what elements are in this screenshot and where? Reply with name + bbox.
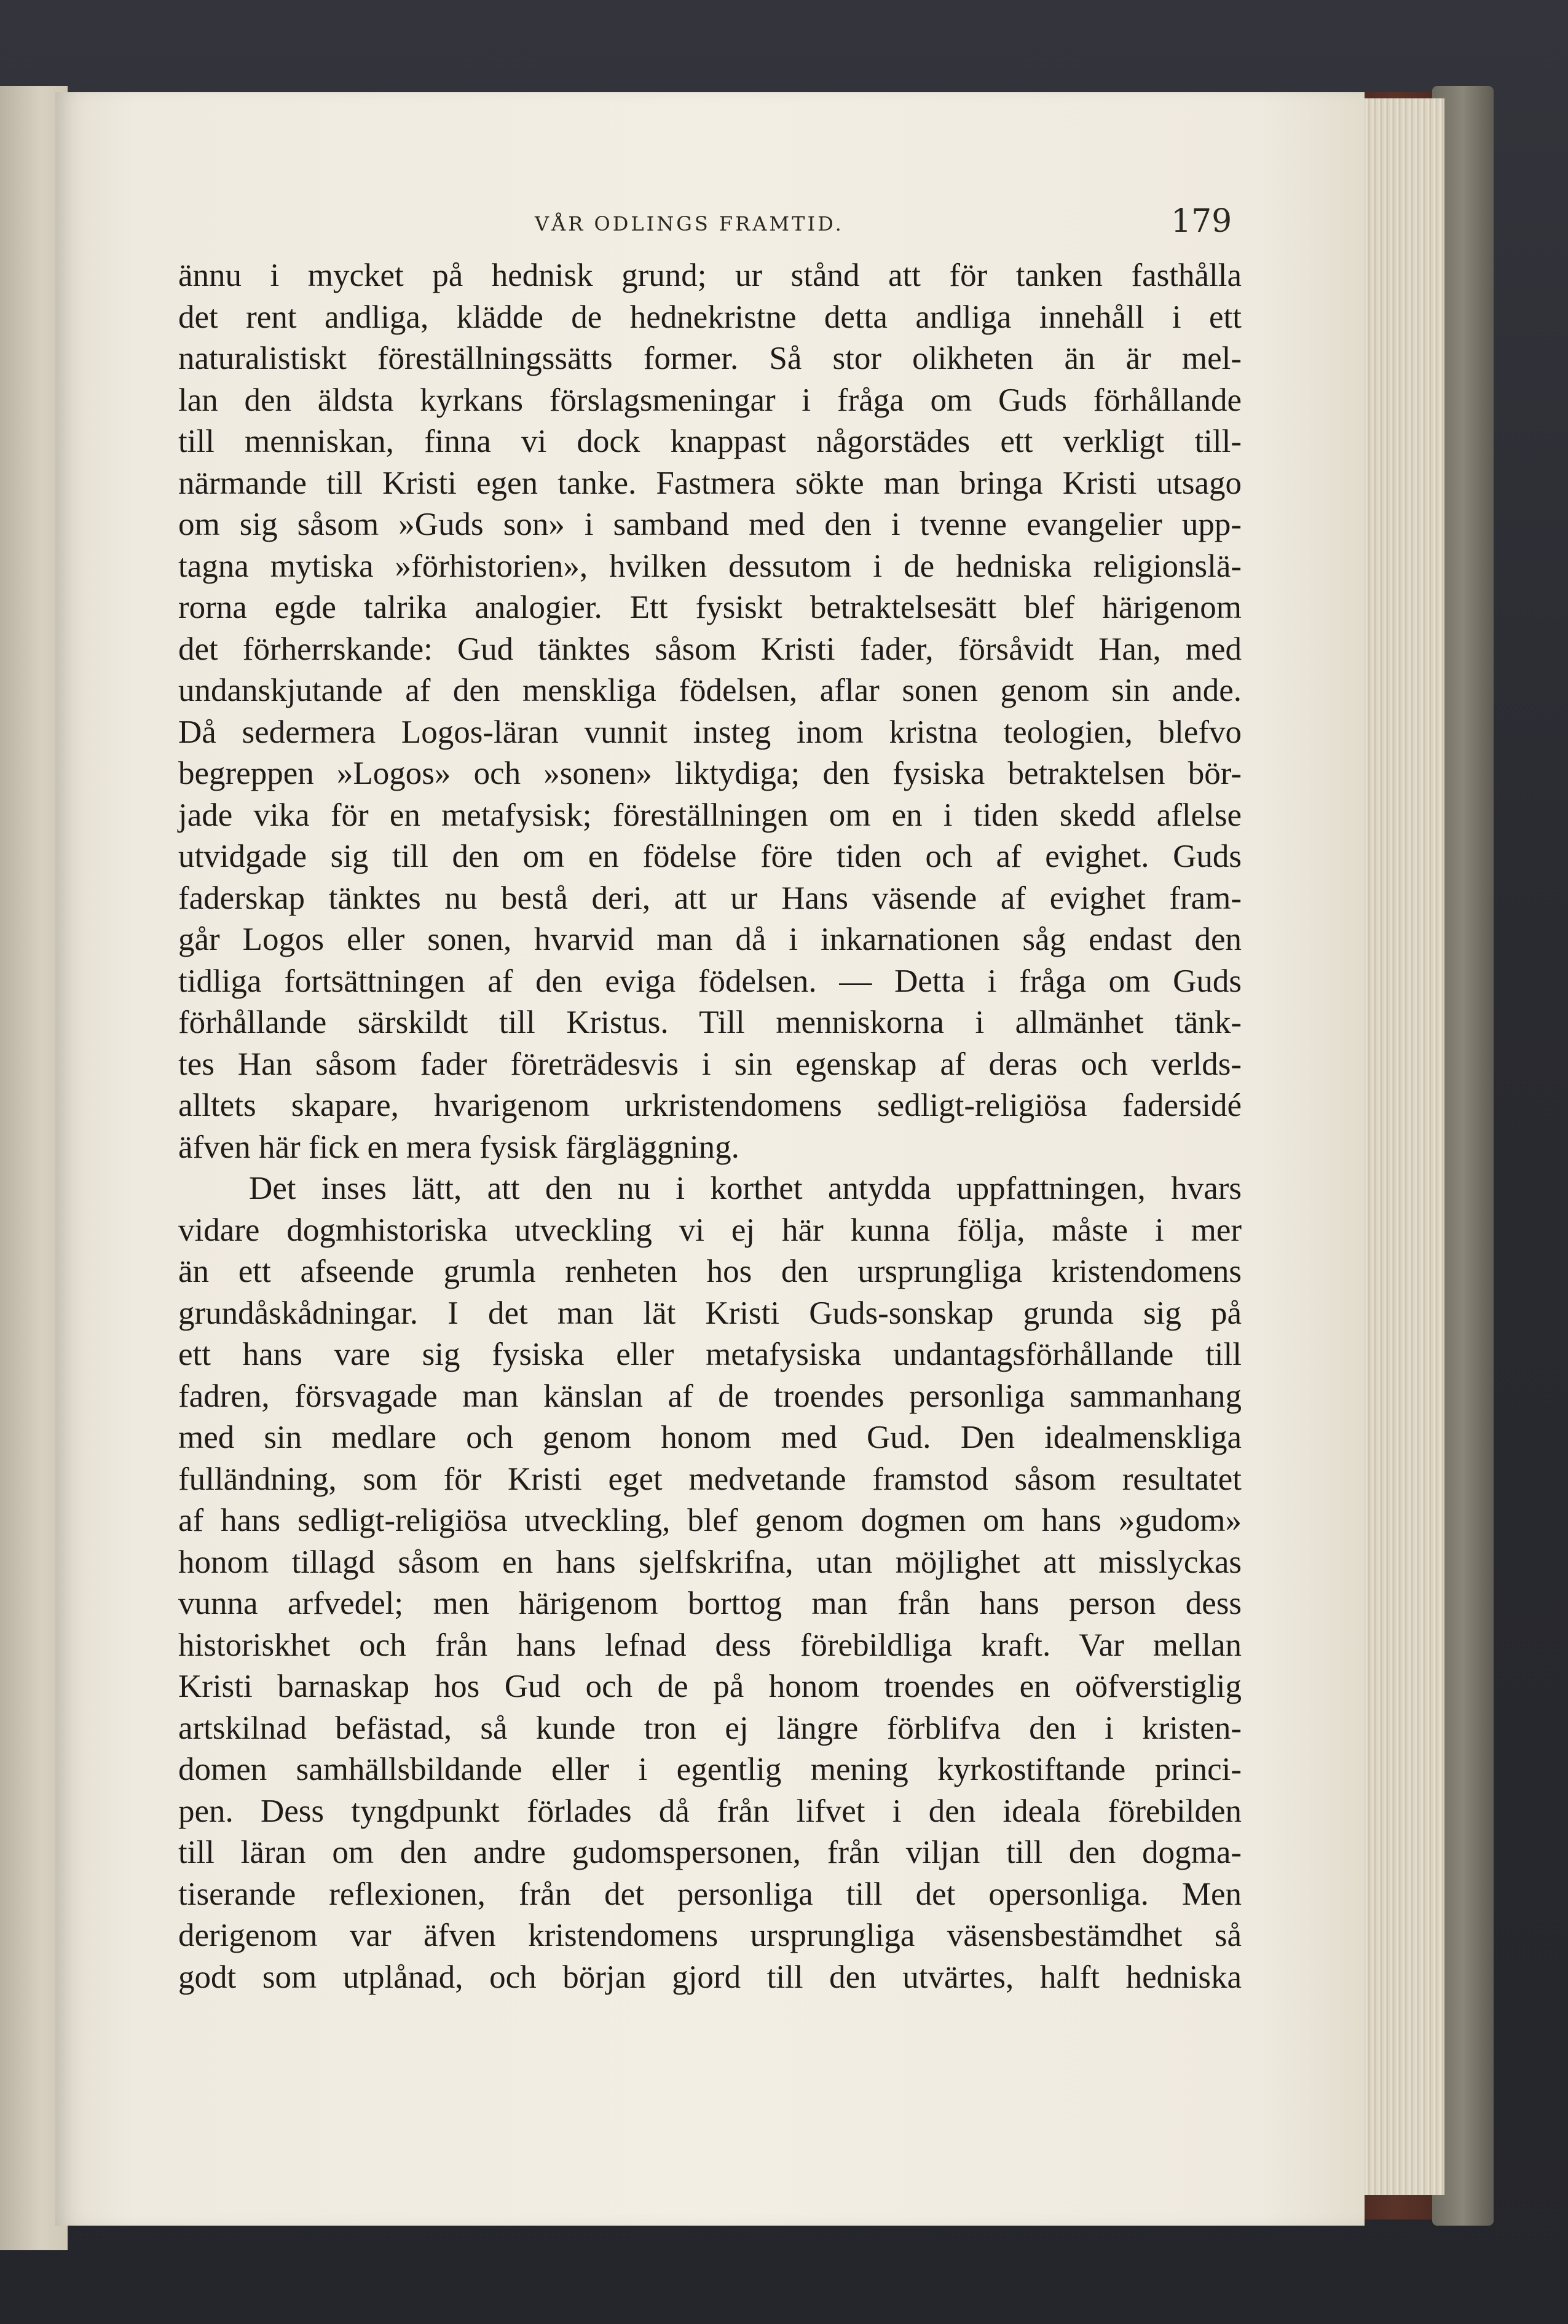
text-line: jade vika för en metafysisk; föreställningen om en i tiden skedd aflelse (178, 797, 1242, 833)
text-line: vidare dogmhistoriska utveckling vi ej här kunna följa, måste i mer (178, 1212, 1242, 1248)
text-line: äfven här fick en mera fysisk färgläggning. (178, 1129, 739, 1165)
text-line: ett hans vare sig fysiska eller metafysiska undantagsförhållande till (178, 1337, 1242, 1372)
paragraph-first-line: Det inses lätt, att den nu i korthet antydda uppfattningen, hvars (249, 1171, 1242, 1206)
text-line: med sin medlare och genom honom med Gud. Den idealmenskliga (178, 1420, 1242, 1455)
text-line: fadren, försvagade man känslan af de troendes personliga sammanhang (178, 1378, 1242, 1414)
text-line: alltets skapare, hvarigenom urkristendomens sedligt-religiösa fadersidé (178, 1088, 1242, 1123)
text-line: tidliga fortsättningen af den eviga födelsen. — Detta i fråga om Guds (178, 963, 1242, 999)
text-line: af hans sedligt-religiösa utveckling, blef genom dogmen om hans »gudom» (178, 1503, 1242, 1538)
text-line: fulländning, som för Kristi eget medvetande framstod såsom resultatet (178, 1461, 1242, 1497)
text-line: närmande till Kristi egen tanke. Fastmera sökte man bringa Kristi utsago (178, 465, 1242, 501)
text-line: till menniskan, finna vi dock knappast någorstädes ett verkligt till- (178, 424, 1242, 459)
text-line: domen samhällsbildande eller i egentlig mening kyrkostiftande princi- (178, 1752, 1242, 1787)
text-line: till läran om den andre gudomspersonen, från viljan till den dogma- (178, 1835, 1242, 1870)
text-line: tes Han såsom fader företrädesvis i sin egenskap af deras och verlds- (178, 1046, 1242, 1082)
text-line: det rent andliga, klädde de hednekristne detta andliga innehåll i ett (178, 299, 1242, 335)
text-line: godt som utplånad, och början gjord till den utvärtes, halft hedniska (178, 1959, 1242, 1995)
text-line: om sig såsom »Guds son» i samband med den i tvenne evangelier upp- (178, 507, 1242, 542)
text-line: faderskap tänktes nu bestå deri, att ur Hans väsende af evighet fram- (178, 880, 1242, 916)
text-line: historiskhet och från hans lefnad dess förebildliga kraft. Var mellan (178, 1627, 1242, 1663)
text-line: förhållande särskildt till Kristus. Till menniskorna i allmänhet tänk- (178, 1005, 1242, 1040)
text-line: derigenom var äfven kristendomens ursprungliga väsensbestämdhet så (178, 1918, 1242, 1953)
page-number: 179 (1171, 203, 1232, 240)
text-line: än ett afseende grumla renheten hos den ursprungliga kristendomens (178, 1254, 1242, 1289)
text-line: tiserande reflexionen, från det personliga till det opersonliga. Men (178, 1876, 1242, 1912)
text-line: Kristi barnaskap hos Gud och de på honom troendes en oöfverstiglig (178, 1669, 1242, 1704)
text-line: tagna mytiska »förhistorien», hvilken dessutom i de hedniska religionslä- (178, 548, 1242, 584)
text-line: utvidgade sig till den om en födelse före tiden och af evighet. Guds (178, 839, 1242, 874)
text-line: pen. Dess tyngdpunkt förlades då från lifvet i den ideala förebilden (178, 1793, 1242, 1829)
text-line: vunna arfvedel; men härigenom borttog man från hans person dess (178, 1586, 1242, 1621)
text-line: honom tillagd såsom en hans sjelfskrifna, utan möjlighet att misslyckas (178, 1544, 1242, 1580)
text-line: rorna egde talrika analogier. Ett fysiskt betraktelsesätt blef härigenom (178, 590, 1242, 625)
body-text (178, 255, 1242, 1998)
text-line: lan den äldsta kyrkans förslagsmeningar i fråga om Guds förhållande (178, 382, 1242, 418)
text-line: begreppen »Logos» och »sonen» liktydiga; den fysiska betraktelsen bör- (178, 756, 1242, 791)
text-line: ännu i mycket på hednisk grund; ur stånd att för tanken fasthålla (178, 258, 1242, 293)
text-line: går Logos eller sonen, hvarvid man då i inkarnationen såg endast den (178, 922, 1242, 957)
text-line: det förherrskande: Gud tänktes såsom Kristi fader, försåvidt Han, med (178, 631, 1242, 667)
text-line: Då sedermera Logos-läran vunnit insteg inom kristna teologien, blefvo (178, 714, 1242, 750)
text-line: artskilnad befästad, så kunde tron ej längre förblifva den i kristen- (178, 1710, 1242, 1746)
text-line: grundåskådningar. I det man lät Kristi Guds-sonskap grunda sig på (178, 1295, 1242, 1331)
running-head: VÅR ODLINGS FRAMTID. (535, 212, 844, 235)
text-line: naturalistiskt föreställningssätts former. Så stor olikheten än är mel- (178, 341, 1242, 376)
text-line: undanskjutande af den menskliga födelsen, aflar sonen genom sin ande. (178, 673, 1242, 708)
